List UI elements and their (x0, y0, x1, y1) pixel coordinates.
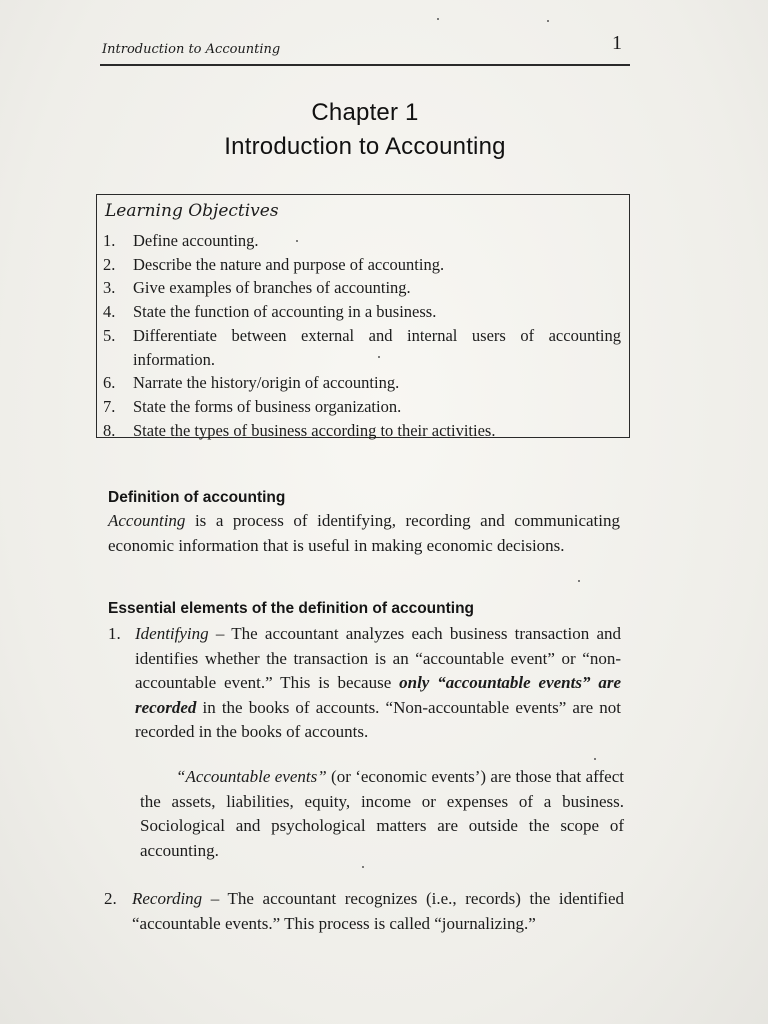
scan-speck (578, 580, 580, 582)
chapter-label: Chapter 1 (311, 99, 419, 126)
scan-speck (547, 20, 549, 22)
definition-term: Accounting (108, 511, 186, 530)
objective-item (103, 419, 621, 443)
objective-item (103, 395, 621, 419)
element-1-text-a: – The accountant analyzes each business transaction and identifies whether the transaction is an “accountable event” or “non-accountable event.” This is because (135, 624, 621, 692)
definition-text: is a process of identifying, recording and communicating economic information that is useful in making economic decisions. (108, 511, 620, 555)
objective-text: State the forms of business organization. (133, 396, 402, 416)
scan-speck (296, 240, 298, 242)
chapter-title: Introduction to Accounting (224, 133, 506, 160)
objective-number: 1. (103, 231, 116, 250)
objective-number: 6. (103, 373, 116, 393)
objective-text: Define accounting. (133, 231, 259, 250)
element-1-text-b: in the books of accounts. “Non-accountable events” are not recorded in the books of accounts. (135, 697, 621, 741)
objective-item (103, 300, 621, 324)
objective-number: 3. (103, 278, 116, 298)
learning-objectives-title: Learning Objectives (105, 201, 279, 221)
element-2-number: 2. (104, 889, 117, 908)
element-1-emphasis: only “accountable events” are recorded (135, 673, 621, 717)
objective-item (103, 276, 621, 300)
objective-number: 4. (103, 302, 116, 322)
objective-number: 7. (103, 396, 116, 416)
element-2-text: – The accountant recognizes (i.e., records) the identified “accountable events.” This process is called “journalizing.” (132, 889, 624, 933)
objective-item (103, 253, 621, 277)
objective-item (103, 371, 621, 395)
element-1-sub-paragraph (140, 765, 624, 863)
objective-number: 2. (103, 254, 116, 274)
objective-text: Give examples of branches of accounting. (133, 278, 411, 298)
objective-text: State the types of business according to their activities. (133, 420, 496, 440)
running-header (100, 32, 630, 66)
running-title: Introduction to Accounting (102, 42, 281, 57)
objective-text: Narrate the history/origin of accounting. (133, 373, 400, 393)
scan-speck (594, 758, 596, 760)
objective-text: Differentiate between external and internal users of accounting information. (133, 325, 621, 369)
element-2-paragraph (132, 887, 624, 936)
scan-speck (362, 866, 364, 868)
element-1-sub-text: (or ‘economic events’) are those that affect the assets, liabilities, equity, income or expenses of a business. Sociological and psychological matters are outside the scope of accounting. (140, 767, 624, 860)
objective-item (103, 229, 621, 253)
element-1-number: 1. (108, 624, 121, 643)
objective-text: State the function of accounting in a business. (133, 302, 437, 322)
scan-speck (378, 356, 380, 358)
objective-number: 5. (103, 325, 116, 345)
scan-speck (437, 18, 439, 20)
element-1-sub-term: “Accountable events” (176, 767, 327, 786)
elements-heading: Essential elements of the definition of accounting (108, 600, 475, 617)
definition-heading: Definition of accounting (108, 489, 286, 506)
objective-number: 8. (103, 420, 116, 440)
chapter-heading (100, 96, 630, 164)
element-2-term: Recording (132, 889, 203, 908)
objective-text: Describe the nature and purpose of accounting. (133, 254, 445, 274)
page-number: 1 (612, 32, 622, 54)
element-1-term: Identifying (135, 624, 209, 643)
learning-objectives-list (103, 229, 621, 442)
objective-item (103, 324, 621, 371)
learning-objectives-box (96, 194, 630, 438)
element-1-paragraph (135, 622, 621, 745)
definition-paragraph (108, 509, 620, 558)
